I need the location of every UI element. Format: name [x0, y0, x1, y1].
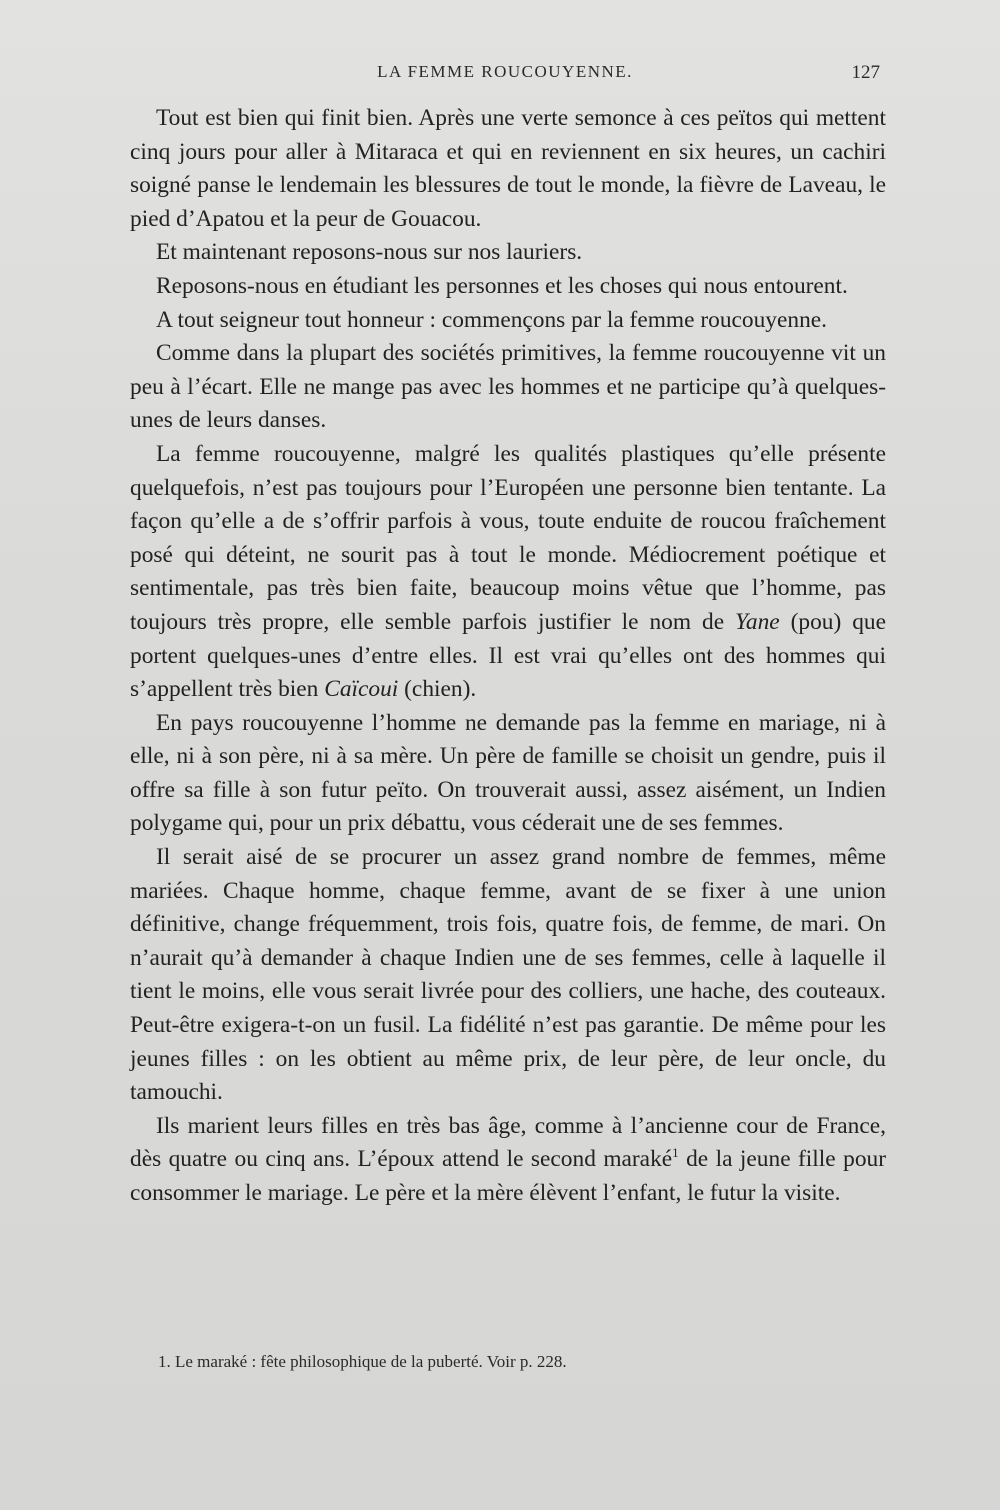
paragraph-9-part-a: Ils marient leurs filles en très bas âge, comme à l’ancienne cour de France, dès quatre ou cinq ans. L’époux attend le second maraké	[130, 1112, 886, 1173]
footnote: 1. Le maraké : fête philosophique de la puberté. Voir p. 228.	[158, 1352, 567, 1371]
paragraph-6-part-b: (pou) que portent quelques-unes d’entre elles. Il est vrai qu’elles ont des hommes qui s’appellent très bien	[130, 608, 886, 703]
word-yane: Yane	[735, 608, 780, 635]
paragraph-8: Il serait aisé de se procurer un assez grand nombre de femmes, même mariées. Chaque homme, chaque femme, avant de se fixer à une union définitive, change fréquemment, trois fois, quatre fois, de femme, de mari. On n’aurait qu’à demander à chaque Indien une de ses femmes, celle à laquelle il tient le moins, elle vous serait livrée pour des colliers, une hache, des couteaux. Peut-être exigera-t-on un fusil. La fidélité n’est pas garantie. De même pour les jeunes filles : on les obtient au même prix, de leur père, de leur oncle, du tamouchi.	[130, 844, 886, 1106]
paragraph-6	[130, 438, 886, 707]
page-number: 127	[851, 62, 880, 83]
paragraph-4: A tout seigneur tout honneur : commençons par la femme roucouyenne.	[156, 306, 827, 333]
paragraph-2: Et maintenant reposons-nous sur nos lauriers.	[156, 239, 583, 266]
running-head	[130, 62, 880, 92]
word-caicoui: Caïcoui	[324, 676, 399, 703]
paragraph-6-part-a: La femme roucouyenne, malgré les qualités plastiques qu’elle présente quelquefois, n’est pas toujours pour l’Européen une personne bien tentante. La façon qu’elle a de s’offrir parfois à vous, toute enduite de roucou fraîchement posé qui déteint, ne sourit pas à tout le monde. Médiocrement poétique et sentimentale, pas très bien faite, beaucoup moins vêtue que l’homme, pas toujours très propre, elle semble parfois justifier le nom de	[130, 440, 886, 635]
paragraph-6-part-c: (chien).	[398, 676, 477, 703]
paragraph-1: Tout est bien qui finit bien. Après une verte semonce à ces peïtos qui mettent cinq jours pour aller à Mitaraca et qui en reviennent en six heures, un cachiri soigné panse le lendemain les blessures de tout le monde, la fièvre de Laveau, le pied d’Apatou et la peur de Gouacou.	[130, 105, 886, 232]
paragraph-9	[130, 1110, 886, 1211]
body-text	[130, 102, 886, 1211]
running-title: LA FEMME ROUCOUYENNE.	[377, 62, 633, 81]
paragraph-9-part-b: de la jeune fille pour consommer le mariage. Le père et la mère élèvent l’enfant, le futur la visite.	[130, 1146, 886, 1206]
paragraph-5: Comme dans la plupart des sociétés primitives, la femme roucouyenne vit un peu à l’écart. Elle ne mange pas avec les hommes et ne participe qu’à quelques-unes de leurs danses.	[130, 340, 886, 434]
footnote-marker[interactable]: 1	[672, 1145, 679, 1161]
paragraph-7: En pays roucouyenne l’homme ne demande pas la femme en mariage, ni à elle, ni à son père, ni à sa mère. Un père de famille se choisit un gendre, puis il offre sa fille à son futur peïto. On trouverait aussi, assez aisément, un Indien polygame qui, pour un prix débattu, vous céderait une de ses femmes.	[130, 709, 886, 837]
paragraph-3: Reposons-nous en étudiant les personnes et les choses qui nous entourent.	[156, 272, 848, 299]
